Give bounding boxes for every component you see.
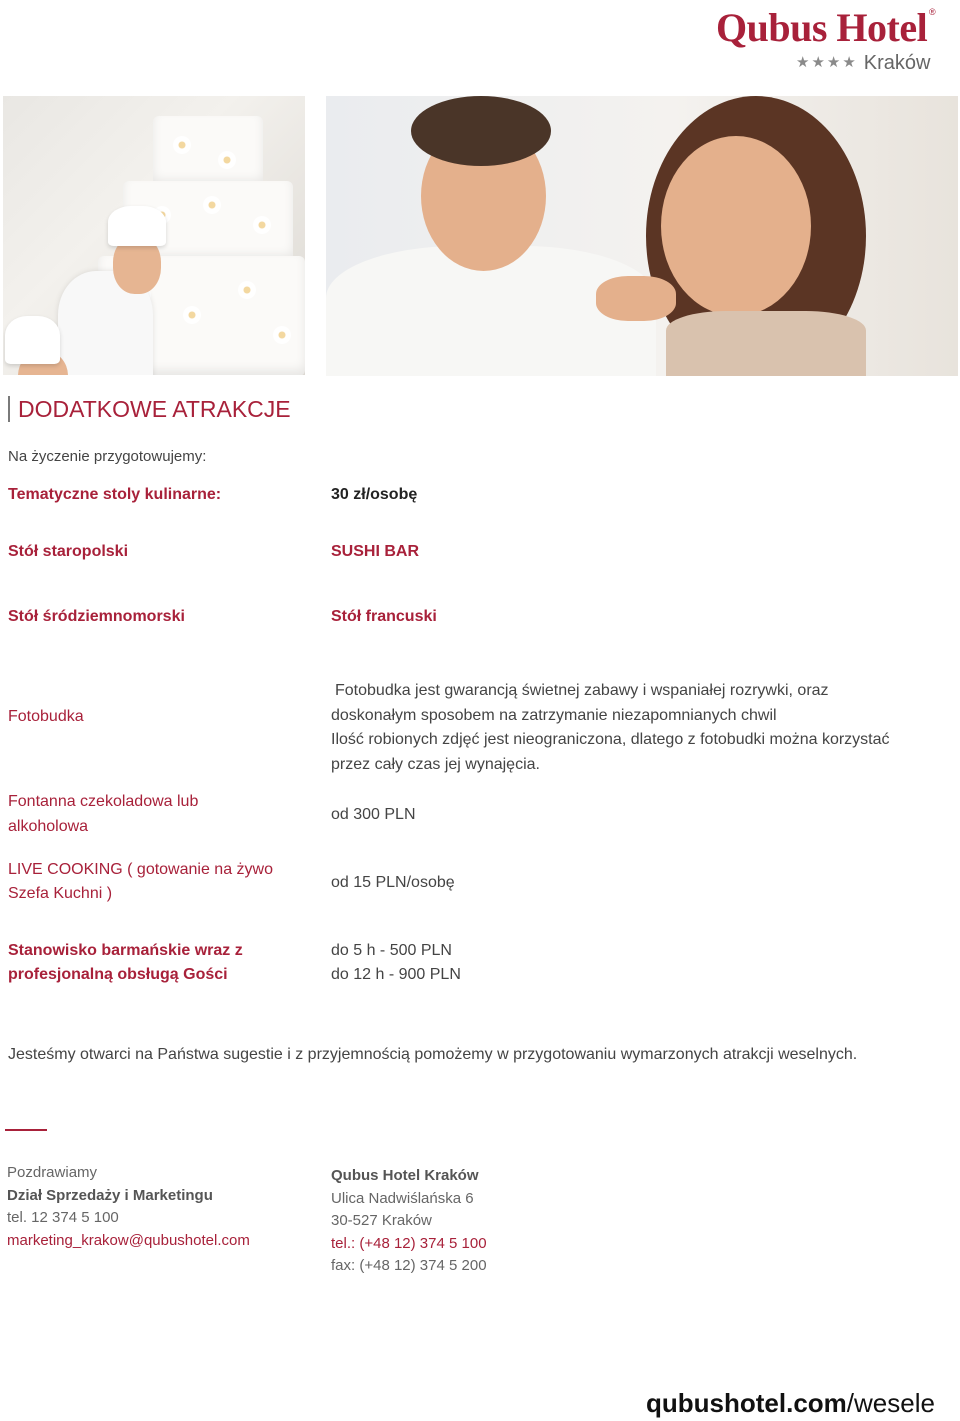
- closing-text: Jesteśmy otwarci na Państwa sugestie i z przyjemnością pomożemy w przygotowaniu wymarzonych atrakcji weselnych.: [8, 1046, 858, 1063]
- fountain-label-line: Fontanna czekoladowa lub: [8, 793, 199, 810]
- table-item: Stół staropolski: [8, 543, 129, 560]
- signature-email-link[interactable]: marketing_krakow@qubushotel.com: [7, 1231, 250, 1249]
- fountain-price: od 300 PLN: [331, 806, 416, 823]
- bar-label-line: profesjonalną obsługą Gości: [8, 966, 228, 983]
- fountain-label-line: alkoholowa: [8, 818, 89, 835]
- address-city: 30-527 Kraków: [331, 1212, 432, 1229]
- tables-price: 30 zł/osobę: [331, 486, 418, 503]
- logo-city: Kraków: [863, 52, 931, 74]
- logo-stars: ★★★★: [796, 54, 858, 71]
- logo-subtitle: [796, 52, 931, 75]
- signature-block: [7, 1162, 250, 1252]
- table-item: Stół śródziemnomorski: [8, 608, 185, 625]
- bar-price-line: do 5 h - 500 PLN: [331, 942, 452, 959]
- live-cooking-price: od 15 PLN/osobę: [331, 874, 455, 891]
- photobooth-label: Fotobudka: [8, 708, 84, 725]
- footer-website-link[interactable]: [646, 1388, 935, 1419]
- photobooth-description-line: doskonałym sposobem na zatrzymanie niezapomnianych chwil: [331, 707, 777, 724]
- photobooth-description-line: Fotobudka jest gwarancją świetnej zabawy i wspaniałej rozrywki, oraz: [335, 682, 829, 699]
- address-street: Ulica Nadwiślańska 6: [331, 1189, 474, 1207]
- intro-text: Na życzenie przygotowujemy:: [8, 448, 207, 465]
- signature-phone: tel. 12 374 5 100: [7, 1209, 119, 1226]
- photobooth-description-line: Ilość robionych zdjęć jest nieograniczona, dlatego z fotobudki można korzystać: [331, 731, 890, 748]
- bar-price-line: do 12 h - 900 PLN: [331, 966, 461, 983]
- logo-registered-mark: ®: [929, 7, 936, 17]
- tables-label: Tematyczne stoly kulinarne:: [8, 486, 222, 503]
- title-bar: [8, 396, 10, 422]
- section-title: [8, 396, 291, 423]
- address-block: [331, 1165, 487, 1278]
- signature-greeting: Pozdrawiamy: [7, 1164, 98, 1181]
- hotel-logo: [716, 4, 946, 74]
- address-fax: fax: (+48 12) 374 5 200: [331, 1257, 487, 1274]
- live-cooking-label-line: LIVE COOKING ( gotowanie na żywo: [8, 861, 273, 878]
- address-name: Qubus Hotel Kraków: [331, 1167, 479, 1184]
- section-title-text: DODATKOWE ATRAKCJE: [18, 396, 291, 422]
- table-item: Stół francuski: [331, 608, 437, 625]
- cake-with-chefs-photo: [3, 96, 305, 375]
- footer-path: /wesele: [846, 1388, 935, 1418]
- photobooth-description-line: przez cały czas jej wynajęcia.: [331, 756, 540, 773]
- address-phone: tel.: (+48 12) 374 5 100: [331, 1234, 487, 1252]
- couple-photo: [326, 96, 958, 376]
- logo-brand: Qubus Hotel: [716, 5, 928, 50]
- signature-divider: [5, 1129, 47, 1131]
- signature-department: Dział Sprzedaży i Marketingu: [7, 1186, 213, 1204]
- table-item: SUSHI BAR: [331, 543, 420, 560]
- footer-domain: qubushotel.com: [646, 1388, 847, 1418]
- live-cooking-label-line: Szefa Kuchni ): [8, 885, 113, 902]
- bar-label-line: Stanowisko barmańskie wraz z: [8, 942, 243, 959]
